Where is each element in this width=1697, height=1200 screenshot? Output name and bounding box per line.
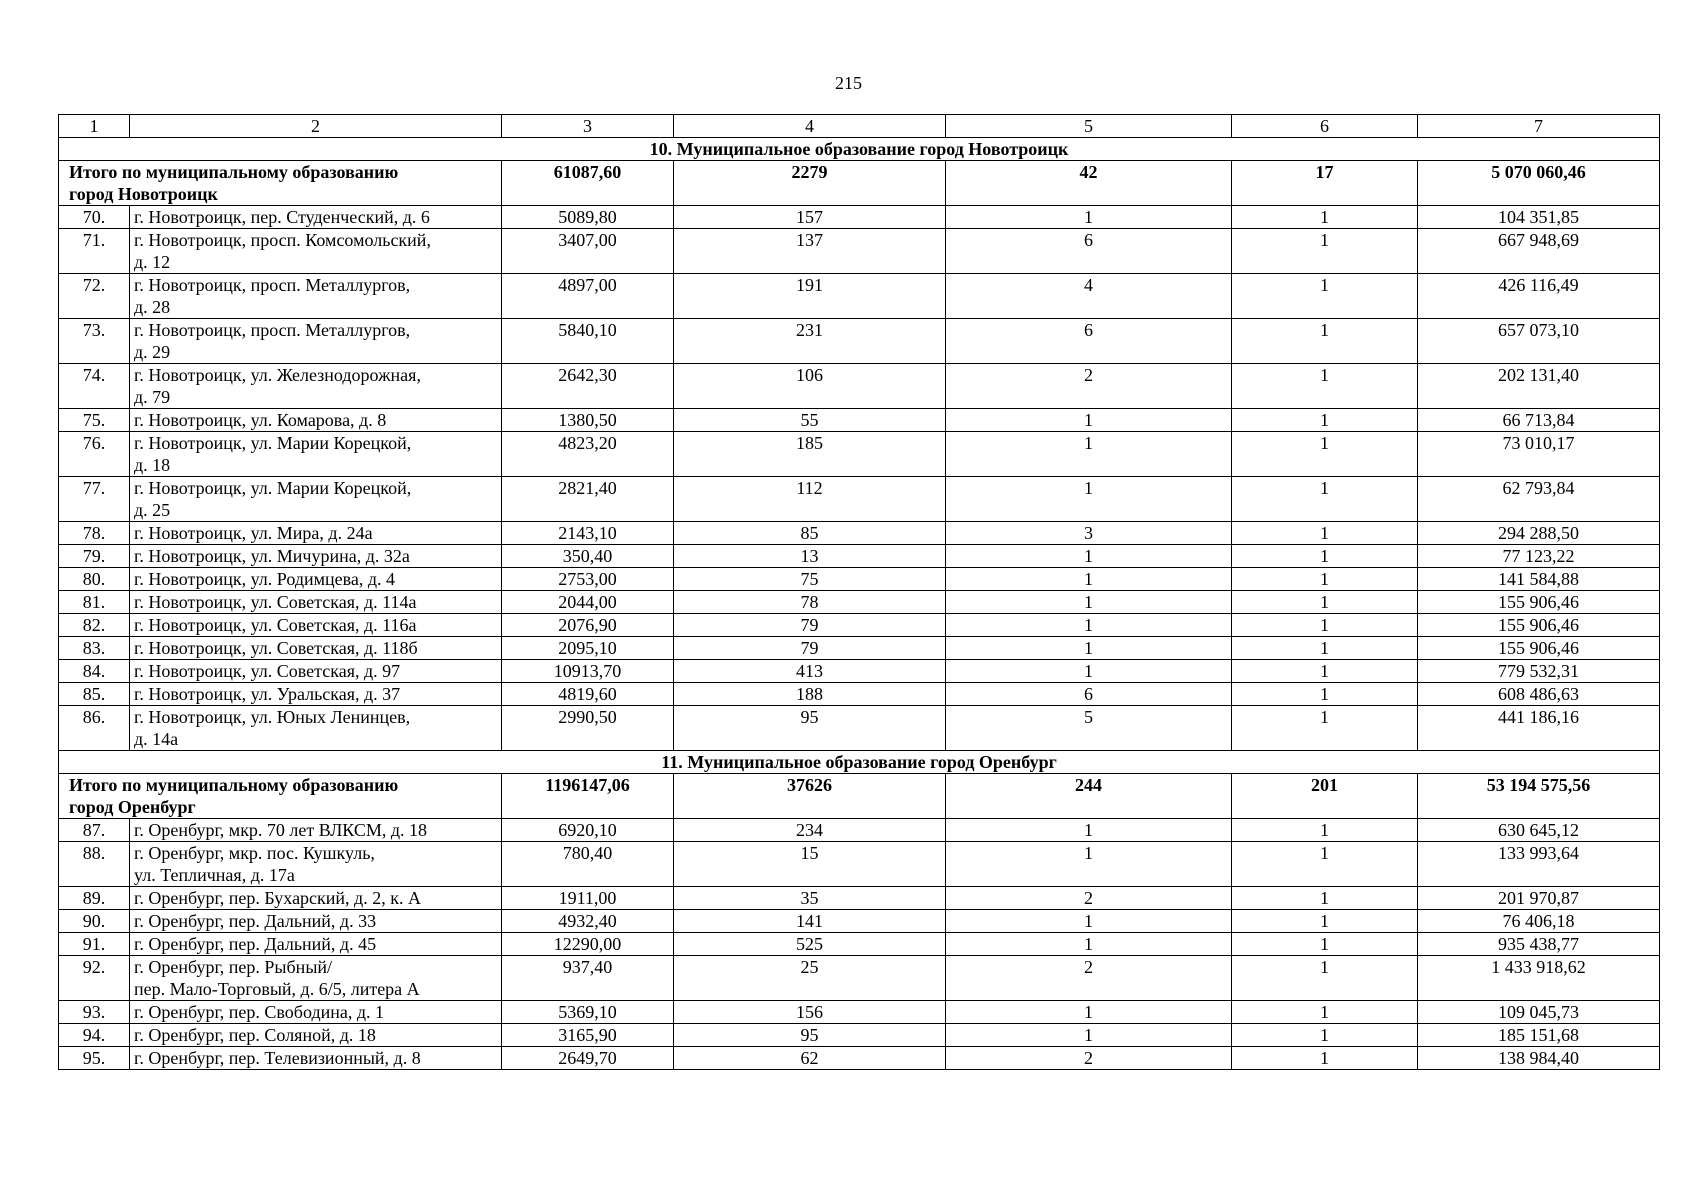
cost-cell: 294 288,50	[1418, 522, 1660, 545]
address-line: г. Новотроицк, ул. Родимцева, д. 4	[134, 569, 396, 589]
address-line: г. Новотроицк, ул. Марии Корецкой,	[134, 478, 412, 498]
area-cell: 4823,20	[502, 432, 674, 477]
address-line: пер. Мало-Торговый, д. 6/5, литера А	[134, 979, 420, 999]
row-number: 79.	[59, 545, 130, 568]
address-line: г. Новотроицк, просп. Металлургов,	[134, 320, 411, 340]
address-line: г. Оренбург, пер. Рыбный/	[134, 957, 333, 977]
elevators-cell: 1	[946, 910, 1232, 933]
address-line: г. Оренбург, мкр. 70 лет ВЛКСМ, д. 18	[134, 820, 428, 840]
address-cell	[130, 614, 502, 637]
address-cell	[130, 1047, 502, 1070]
elevators-cell: 6	[946, 319, 1232, 364]
cost-cell: 66 713,84	[1418, 409, 1660, 432]
cost-cell: 608 486,63	[1418, 683, 1660, 706]
address-cell	[130, 660, 502, 683]
area-cell: 4897,00	[502, 274, 674, 319]
address-line: д. 18	[134, 455, 171, 475]
elevators-cell: 1	[946, 660, 1232, 683]
column-number: 2	[130, 115, 502, 138]
cost-cell: 202 131,40	[1418, 364, 1660, 409]
residents-cell: 231	[674, 319, 946, 364]
area-cell: 1380,50	[502, 409, 674, 432]
table-row	[59, 319, 1660, 364]
elevators-cell: 1	[946, 933, 1232, 956]
address-cell	[130, 933, 502, 956]
page-number: 215	[835, 73, 862, 93]
residents-cell: 13	[674, 545, 946, 568]
elevators-cell: 6	[946, 229, 1232, 274]
address-line: г. Новотроицк, ул. Железнодорожная,	[134, 365, 421, 385]
address-line: г. Оренбург, пер. Дальний, д. 45	[134, 934, 377, 954]
total-elevators: 42	[946, 161, 1232, 206]
buildings-cell: 1	[1232, 568, 1418, 591]
buildings-cell: 1	[1232, 910, 1418, 933]
address-cell	[130, 409, 502, 432]
buildings-cell: 1	[1232, 477, 1418, 522]
address-line: г. Оренбург, пер. Соляной, д. 18	[134, 1025, 376, 1045]
area-cell: 780,40	[502, 842, 674, 887]
total-buildings: 17	[1232, 161, 1418, 206]
elevators-cell: 1	[946, 637, 1232, 660]
residents-cell: 78	[674, 591, 946, 614]
row-number: 85.	[59, 683, 130, 706]
section-title: 11. Муниципальное образование город Оренбург	[59, 751, 1660, 774]
buildings-cell: 1	[1232, 637, 1418, 660]
table-row	[59, 910, 1660, 933]
cost-cell: 1 433 918,62	[1418, 956, 1660, 1001]
cost-cell: 201 970,87	[1418, 887, 1660, 910]
buildings-cell: 1	[1232, 409, 1418, 432]
elevators-cell: 1	[946, 432, 1232, 477]
row-number: 84.	[59, 660, 130, 683]
row-number: 90.	[59, 910, 130, 933]
table-row	[59, 933, 1660, 956]
residents-cell: 413	[674, 660, 946, 683]
table-row	[59, 1047, 1660, 1070]
address-line: г. Новотроицк, ул. Советская, д. 97	[134, 661, 401, 681]
table-row	[59, 568, 1660, 591]
buildings-cell: 1	[1232, 706, 1418, 751]
area-cell: 2642,30	[502, 364, 674, 409]
table-row	[59, 409, 1660, 432]
area-cell: 2990,50	[502, 706, 674, 751]
address-cell	[130, 477, 502, 522]
total-buildings: 201	[1232, 774, 1418, 819]
table-row	[59, 637, 1660, 660]
area-cell: 2044,00	[502, 591, 674, 614]
cost-cell: 141 584,88	[1418, 568, 1660, 591]
address-line: г. Новотроицк, ул. Юных Ленинцев,	[134, 707, 411, 727]
cost-cell: 104 351,85	[1418, 206, 1660, 229]
cost-cell: 630 645,12	[1418, 819, 1660, 842]
row-number: 78.	[59, 522, 130, 545]
address-line: г. Новотроицк, ул. Мира, д. 24а	[134, 523, 373, 543]
area-cell: 5369,10	[502, 1001, 674, 1024]
total-residents: 37626	[674, 774, 946, 819]
table-row	[59, 683, 1660, 706]
address-cell	[130, 706, 502, 751]
area-cell: 2143,10	[502, 522, 674, 545]
table-row	[59, 706, 1660, 751]
address-cell	[130, 364, 502, 409]
address-cell	[130, 545, 502, 568]
residents-cell: 156	[674, 1001, 946, 1024]
residents-cell: 234	[674, 819, 946, 842]
area-cell: 2649,70	[502, 1047, 674, 1070]
total-label-line: Итого по муниципальному образованию	[69, 775, 399, 795]
total-label-line: город Новотроицк	[69, 184, 218, 204]
address-cell	[130, 432, 502, 477]
table-row	[59, 887, 1660, 910]
area-cell: 1911,00	[502, 887, 674, 910]
address-cell	[130, 229, 502, 274]
row-number: 71.	[59, 229, 130, 274]
address-line: г. Новотроицк, ул. Марии Корецкой,	[134, 433, 412, 453]
elevators-cell: 6	[946, 683, 1232, 706]
elevators-cell: 1	[946, 819, 1232, 842]
table-row	[59, 1024, 1660, 1047]
elevators-cell: 2	[946, 956, 1232, 1001]
address-line: д. 12	[134, 252, 171, 272]
area-cell: 5840,10	[502, 319, 674, 364]
area-cell: 4932,40	[502, 910, 674, 933]
row-number: 75.	[59, 409, 130, 432]
table-row	[59, 819, 1660, 842]
row-number: 87.	[59, 819, 130, 842]
area-cell: 3165,90	[502, 1024, 674, 1047]
row-number: 77.	[59, 477, 130, 522]
buildings-cell: 1	[1232, 683, 1418, 706]
buildings-cell: 1	[1232, 956, 1418, 1001]
residents-cell: 85	[674, 522, 946, 545]
table-row	[59, 1001, 1660, 1024]
cost-cell: 109 045,73	[1418, 1001, 1660, 1024]
section-header-row	[59, 138, 1660, 161]
column-number: 6	[1232, 115, 1418, 138]
residents-cell: 525	[674, 933, 946, 956]
address-line: г. Новотроицк, ул. Комарова, д. 8	[134, 410, 387, 430]
address-line: д. 14а	[134, 729, 179, 749]
address-line: г. Новотроицк, ул. Советская, д. 114а	[134, 592, 417, 612]
elevators-cell: 1	[946, 614, 1232, 637]
column-number: 4	[674, 115, 946, 138]
table-row	[59, 591, 1660, 614]
total-label-line: Итого по муниципальному образованию	[69, 162, 399, 182]
residents-cell: 141	[674, 910, 946, 933]
area-cell: 2821,40	[502, 477, 674, 522]
cost-cell: 133 993,64	[1418, 842, 1660, 887]
column-number: 1	[59, 115, 130, 138]
address-line: г. Новотроицк, ул. Советская, д. 116а	[134, 615, 417, 635]
area-cell: 4819,60	[502, 683, 674, 706]
buildings-cell: 1	[1232, 660, 1418, 683]
buildings-cell: 1	[1232, 274, 1418, 319]
cost-cell: 441 186,16	[1418, 706, 1660, 751]
buildings-cell: 1	[1232, 591, 1418, 614]
row-number: 95.	[59, 1047, 130, 1070]
buildings-cell: 1	[1232, 842, 1418, 887]
row-number: 80.	[59, 568, 130, 591]
elevators-cell: 1	[946, 1024, 1232, 1047]
cost-cell: 77 123,22	[1418, 545, 1660, 568]
residents-cell: 62	[674, 1047, 946, 1070]
elevators-cell: 1	[946, 568, 1232, 591]
table-body	[59, 115, 1660, 1070]
address-cell	[130, 591, 502, 614]
total-cost: 53 194 575,56	[1418, 774, 1660, 819]
address-cell	[130, 819, 502, 842]
elevators-cell: 2	[946, 887, 1232, 910]
residents-cell: 112	[674, 477, 946, 522]
area-cell: 2076,90	[502, 614, 674, 637]
address-cell	[130, 910, 502, 933]
cost-cell: 155 906,46	[1418, 637, 1660, 660]
cost-cell: 185 151,68	[1418, 1024, 1660, 1047]
area-cell: 3407,00	[502, 229, 674, 274]
address-cell	[130, 956, 502, 1001]
buildings-cell: 1	[1232, 206, 1418, 229]
address-cell	[130, 637, 502, 660]
residents-cell: 95	[674, 706, 946, 751]
address-line: г. Новотроицк, ул. Мичурина, д. 32а	[134, 546, 410, 566]
table-row	[59, 274, 1660, 319]
table-row	[59, 206, 1660, 229]
address-line: д. 79	[134, 387, 171, 407]
area-cell: 6920,10	[502, 819, 674, 842]
elevators-cell: 1	[946, 545, 1232, 568]
row-number: 81.	[59, 591, 130, 614]
buildings-cell: 1	[1232, 933, 1418, 956]
table-row	[59, 364, 1660, 409]
residents-cell: 106	[674, 364, 946, 409]
address-cell	[130, 842, 502, 887]
elevators-cell: 3	[946, 522, 1232, 545]
cost-cell: 426 116,49	[1418, 274, 1660, 319]
row-number: 94.	[59, 1024, 130, 1047]
cost-cell: 138 984,40	[1418, 1047, 1660, 1070]
residents-cell: 185	[674, 432, 946, 477]
table-row	[59, 522, 1660, 545]
address-line: г. Новотроицк, пер. Студенческий, д. 6	[134, 207, 430, 227]
table-row	[59, 545, 1660, 568]
area-cell: 937,40	[502, 956, 674, 1001]
cost-cell: 935 438,77	[1418, 933, 1660, 956]
area-cell: 5089,80	[502, 206, 674, 229]
address-line: г. Новотроицк, просп. Металлургов,	[134, 275, 411, 295]
elevators-cell: 1	[946, 842, 1232, 887]
table-row	[59, 956, 1660, 1001]
address-cell	[130, 683, 502, 706]
address-line: г. Оренбург, пер. Свободина, д. 1	[134, 1002, 385, 1022]
buildings-cell: 1	[1232, 545, 1418, 568]
address-cell	[130, 1001, 502, 1024]
row-number: 82.	[59, 614, 130, 637]
area-cell: 2753,00	[502, 568, 674, 591]
residents-cell: 15	[674, 842, 946, 887]
elevators-cell: 5	[946, 706, 1232, 751]
table-row	[59, 432, 1660, 477]
row-number: 91.	[59, 933, 130, 956]
column-number: 3	[502, 115, 674, 138]
elevators-cell: 1	[946, 1001, 1232, 1024]
address-line: г. Новотроицк, ул. Советская, д. 118б	[134, 638, 418, 658]
buildings-cell: 1	[1232, 522, 1418, 545]
row-number: 88.	[59, 842, 130, 887]
address-line: д. 25	[134, 500, 171, 520]
address-cell	[130, 274, 502, 319]
address-line: г. Новотроицк, ул. Уральская, д. 37	[134, 684, 401, 704]
elevators-cell: 1	[946, 206, 1232, 229]
row-number: 89.	[59, 887, 130, 910]
buildings-cell: 1	[1232, 1024, 1418, 1047]
address-cell	[130, 887, 502, 910]
cost-cell: 657 073,10	[1418, 319, 1660, 364]
buildings-cell: 1	[1232, 614, 1418, 637]
residents-cell: 137	[674, 229, 946, 274]
buildings-cell: 1	[1232, 819, 1418, 842]
residents-cell: 191	[674, 274, 946, 319]
address-line: г. Новотроицк, просп. Комсомольский,	[134, 230, 431, 250]
registry-table	[58, 114, 1660, 1070]
row-number: 73.	[59, 319, 130, 364]
elevators-cell: 4	[946, 274, 1232, 319]
cost-cell: 155 906,46	[1418, 614, 1660, 637]
section-header-row	[59, 751, 1660, 774]
buildings-cell: 1	[1232, 364, 1418, 409]
cost-cell: 73 010,17	[1418, 432, 1660, 477]
buildings-cell: 1	[1232, 432, 1418, 477]
address-cell	[130, 206, 502, 229]
cost-cell: 779 532,31	[1418, 660, 1660, 683]
elevators-cell: 1	[946, 591, 1232, 614]
buildings-cell: 1	[1232, 1047, 1418, 1070]
address-line: г. Оренбург, пер. Телевизионный, д. 8	[134, 1048, 421, 1068]
area-cell: 350,40	[502, 545, 674, 568]
buildings-cell: 1	[1232, 229, 1418, 274]
address-cell	[130, 568, 502, 591]
residents-cell: 79	[674, 614, 946, 637]
residents-cell: 25	[674, 956, 946, 1001]
row-number: 92.	[59, 956, 130, 1001]
total-area: 61087,60	[502, 161, 674, 206]
column-number: 5	[946, 115, 1232, 138]
row-number: 74.	[59, 364, 130, 409]
total-residents: 2279	[674, 161, 946, 206]
area-cell: 10913,70	[502, 660, 674, 683]
residents-cell: 79	[674, 637, 946, 660]
cost-cell: 667 948,69	[1418, 229, 1660, 274]
row-number: 72.	[59, 274, 130, 319]
elevators-cell: 2	[946, 364, 1232, 409]
address-line: г. Оренбург, пер. Бухарский, д. 2, к. А	[134, 888, 421, 908]
elevators-cell: 1	[946, 409, 1232, 432]
elevators-cell: 1	[946, 477, 1232, 522]
residents-cell: 157	[674, 206, 946, 229]
elevators-cell: 2	[946, 1047, 1232, 1070]
address-line: д. 29	[134, 342, 171, 362]
row-number: 76.	[59, 432, 130, 477]
row-number: 83.	[59, 637, 130, 660]
section-total-row	[59, 161, 1660, 206]
cost-cell: 62 793,84	[1418, 477, 1660, 522]
residents-cell: 35	[674, 887, 946, 910]
residents-cell: 55	[674, 409, 946, 432]
cost-cell: 155 906,46	[1418, 591, 1660, 614]
table-row	[59, 614, 1660, 637]
section-total-row	[59, 774, 1660, 819]
residents-cell: 188	[674, 683, 946, 706]
table-row	[59, 660, 1660, 683]
table-row	[59, 842, 1660, 887]
buildings-cell: 1	[1232, 319, 1418, 364]
residents-cell: 95	[674, 1024, 946, 1047]
buildings-cell: 1	[1232, 1001, 1418, 1024]
area-cell: 12290,00	[502, 933, 674, 956]
buildings-cell: 1	[1232, 887, 1418, 910]
address-line: г. Оренбург, мкр. пос. Кушкуль,	[134, 843, 375, 863]
address-cell	[130, 1024, 502, 1047]
address-line: ул. Тепличная, д. 17а	[134, 865, 295, 885]
row-number: 70.	[59, 206, 130, 229]
column-number: 7	[1418, 115, 1660, 138]
total-area: 1196147,06	[502, 774, 674, 819]
address-line: г. Оренбург, пер. Дальний, д. 33	[134, 911, 377, 931]
area-cell: 2095,10	[502, 637, 674, 660]
total-label-line: город Оренбург	[69, 797, 196, 817]
residents-cell: 75	[674, 568, 946, 591]
total-cost: 5 070 060,46	[1418, 161, 1660, 206]
address-line: д. 28	[134, 297, 171, 317]
cost-cell: 76 406,18	[1418, 910, 1660, 933]
table-row	[59, 477, 1660, 522]
total-elevators: 244	[946, 774, 1232, 819]
row-number: 86.	[59, 706, 130, 751]
total-label	[59, 161, 502, 206]
row-number: 93.	[59, 1001, 130, 1024]
address-cell	[130, 319, 502, 364]
column-number-row	[59, 115, 1660, 138]
section-title: 10. Муниципальное образование город Новотроицк	[59, 138, 1660, 161]
address-cell	[130, 522, 502, 545]
total-label	[59, 774, 502, 819]
table-row	[59, 229, 1660, 274]
